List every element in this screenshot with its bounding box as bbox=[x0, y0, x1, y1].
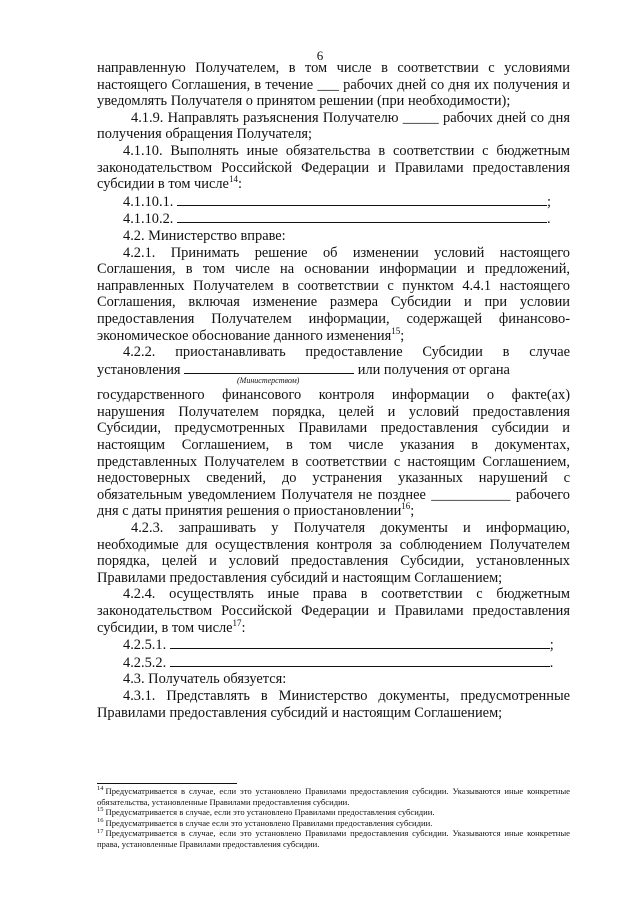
paragraph-4-2-4: 4.2.4. осуществлять иные права в соответствии с бюджетным законодательством Российской Федерации и Правилами предоставления субсидии, в том числе$^{17}$: bbox=[97, 586, 570, 636]
footnote-16 bbox=[97, 818, 570, 829]
paragraph-4-2-2-text-c: государственного финансового контроля информации о факте(ах) нарушения Получателем порядка, целей и условий предоставления Субсидии, предусмотренных Правилами предоставления субсидии и настоящим Соглашением, в том числе указания в документах, представленных Получателем в соответствии с настоящим Соглашением, недостоверных сведений, до устранения указанных нарушений с обязательным уведомлением Получателя не позднее ___________ рабочего дня с даты принятия решения о приостановлении bbox=[97, 387, 570, 520]
paragraph-4-2-1-text: 4.2.1. Принимать решение об изменении условий настоящего Соглашения, в том числе на основании информации и предложений, направленных Получателем в соответствии с пунктом 4.4.1 настоящего Соглашения, включая изменение размера Субсидии и при условии предоставления Получателем информации, содержащей финансово-экономическое обоснование данного изменения bbox=[97, 244, 570, 344]
footnote-separator bbox=[97, 783, 237, 784]
footnote-text: Предусматривается в случае если это установлено Правилами предоставления субсидии. bbox=[105, 817, 433, 828]
footnote-number: 17 bbox=[97, 827, 104, 835]
footnote-number: 16 bbox=[97, 816, 104, 824]
footnote-number: 15 bbox=[97, 806, 104, 814]
footnote-15 bbox=[97, 807, 570, 818]
page-number: 6 bbox=[316, 48, 324, 63]
paragraph-4-2-2-cont: государственного финансового контроля информации о факте(ах) нарушения Получателем порядка, целей и условий предоставления Субсидии, предусмотренных Правилами предоставления субсидии и настоящим Соглашением, в том числе указания в документах, представленных Получателем в соответствии с настоящим Соглашением, недостоверных сведений, до устранения указанных нарушений с обязательным уведомлением Получателя не позднее ___________ рабочего дня с даты принятия решения о приостановлении$^{16}$; bbox=[97, 387, 570, 520]
footnote-ref-17: 17 bbox=[232, 617, 242, 628]
item-number: 4.1.10.2. bbox=[123, 211, 174, 228]
footnote-text: Предусматривается в случае, если это установлено Правилами предоставления субсидии. bbox=[105, 807, 435, 818]
footnote-14 bbox=[97, 786, 570, 807]
footnote-17 bbox=[97, 828, 570, 849]
footnote-number: 14 bbox=[97, 785, 104, 793]
paragraph-4-1-10-1: 4.1.10.1. ; bbox=[123, 193, 551, 210]
footnote-ref-14: 14 bbox=[228, 174, 238, 185]
fill-in-blank bbox=[170, 654, 550, 667]
item-number: 4.2.5.1. bbox=[123, 637, 167, 654]
paragraph-4-2-5-1: 4.2.5.1. ; bbox=[123, 637, 554, 654]
paragraph-4-1-10: 4.1.10. Выполнять иные обязательства в соответствии с бюджетным законодательством Российской Федерации и Правилами предоставления субсидии в том числе$^{14}$: bbox=[97, 142, 570, 193]
paragraph-4-2-1: 4.2.1. Принимать решение об изменении условий настоящего Соглашения, в том числе на основании информации и предложений, направленных Получателем в соответствии с пунктом 4.4.1 настоящего Соглашения, включая изменение размера Субсидии и при условии предоставления Получателем информации, содержащей финансово-экономическое обоснование данного изменения$^{15}$; bbox=[97, 244, 570, 344]
fill-in-blank bbox=[170, 636, 550, 649]
fill-in-blank bbox=[177, 193, 547, 206]
footnote-ref-15: 15 bbox=[391, 325, 401, 336]
fill-in-blank bbox=[177, 210, 547, 223]
paragraph-4-2-2-text-a: 4.2.2. приостанавливать предоставление Субсидии в случае установления bbox=[97, 344, 570, 378]
item-number: 4.2.5.2. bbox=[123, 654, 167, 671]
paragraph-4-2-4-text: 4.2.4. осуществлять иные права в соответствии с бюджетным законодательством Российской Федерации и Правилами предоставления субсидии, в том числе bbox=[97, 586, 570, 636]
paragraph-4-3-1: 4.3.1. Представлять в Министерство документы, предусмотренные Правилами предоставления субсидий и настоящим Соглашением; bbox=[97, 687, 570, 721]
blank-caption: (Министерством) bbox=[237, 376, 300, 386]
item-number: 4.1.10.1. bbox=[123, 193, 174, 210]
footnotes bbox=[97, 786, 570, 850]
paragraph-4-1-9: 4.1.9. Направлять разъяснения Получателю _____ рабочих дней со дня получения обращения Получателя; bbox=[97, 109, 570, 143]
footnote-text: Предусматривается в случае, если это установлено Правилами предоставления субсидии. Указываются иные конкретные права, установленные Правилами предоставления субсидии. bbox=[97, 828, 570, 849]
paragraph-4-2-2 bbox=[97, 344, 570, 378]
footnote-text: Предусматривается в случае, если это установлено Правилами предоставления субсидии. Указываются иные конкретные обязательства, установленные Правилами предоставления субсидии. bbox=[97, 786, 570, 807]
paragraph-continuation: направленную Получателем, в том числе в соответствии с условиями настоящего Соглашения, в течение ___ рабочих дней со дня их получения и уведомлять Получателя о принятом решении (при необходимости); bbox=[97, 60, 570, 110]
paragraph-4-2: 4.2. Министерство вправе: bbox=[123, 227, 286, 244]
document-body bbox=[97, 60, 570, 721]
paragraph-4-2-2-text-b: или получения от органа bbox=[357, 361, 510, 378]
paragraph-4-1-10-2: 4.1.10.2. . bbox=[123, 211, 551, 228]
paragraph-4-2-3: 4.2.3. запрашивать у Получателя документы и информацию, необходимые для осуществления контроля за соблюдением Получателем порядка, целей и условий предоставления Субсидии, установленных Правилами предоставления субсидий и настоящим Соглашением; bbox=[97, 520, 570, 586]
paragraph-4-3: 4.3. Получатель обязуется: bbox=[123, 671, 287, 688]
fill-in-blank bbox=[184, 361, 354, 374]
paragraph-4-2-5-2: 4.2.5.2. . bbox=[123, 654, 554, 671]
paragraph-4-1-10-text: 4.1.10. Выполнять иные обязательства в соответствии с бюджетным законодательством Российской Федерации и Правилами предоставления субсидии в том числе bbox=[97, 142, 570, 193]
footnote-ref-16: 16 bbox=[401, 501, 411, 512]
